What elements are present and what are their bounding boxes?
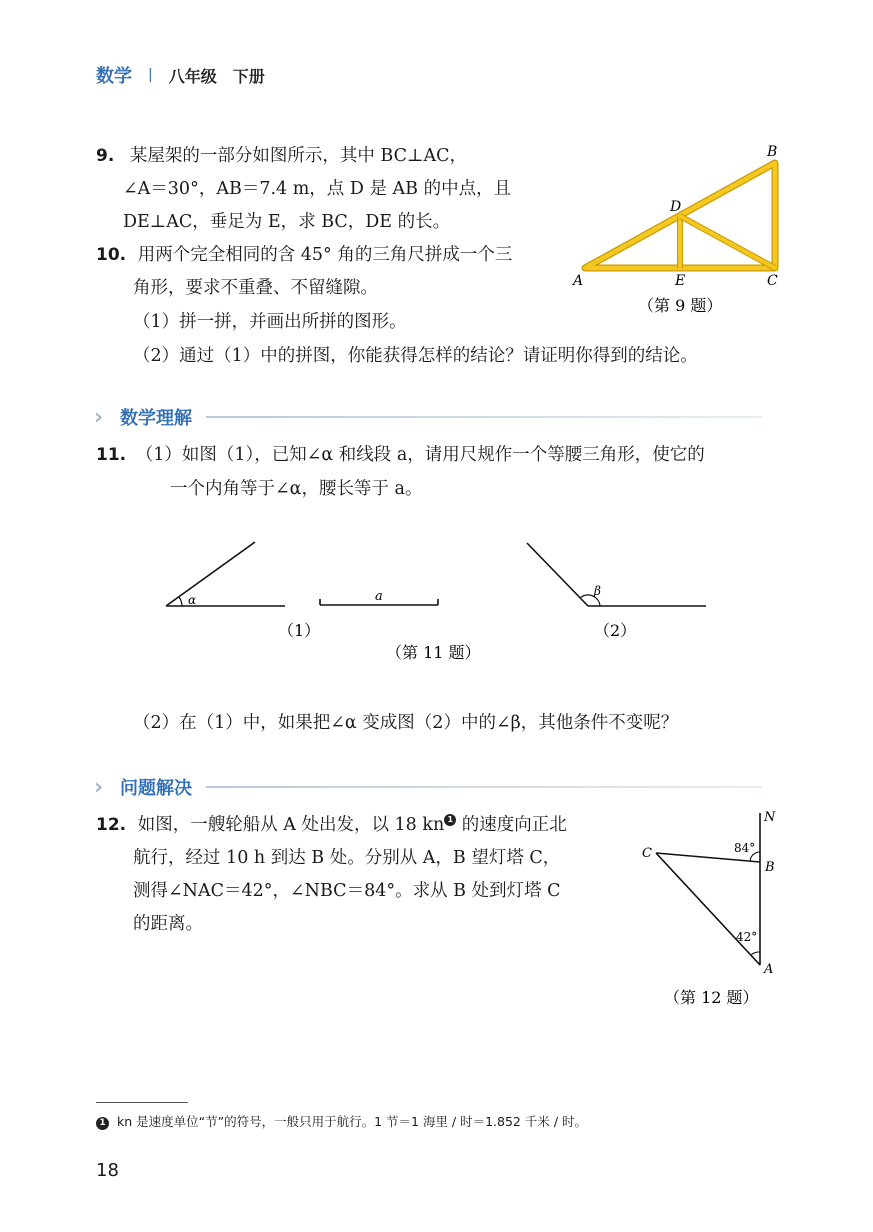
line-CA: [656, 853, 760, 965]
problem-10-line-4: （2）通过（1）中的拼图，你能获得怎样的结论？请证明你得到的结论。: [133, 346, 698, 366]
chevron-right-icon: ›: [94, 404, 104, 430]
label-D: D: [670, 199, 682, 215]
figure-12-lighthouse: [638, 805, 788, 1010]
problem-10-line-1: [96, 238, 512, 272]
footnote-reference-marker: 1: [444, 814, 456, 826]
footnote-rule: [96, 1102, 188, 1103]
section-rule: [206, 416, 762, 418]
problem-12-line-2: 航行，经过 10 h 到达 B 处。分别从 A，B 望灯塔 C，: [133, 848, 561, 868]
figure-11: [150, 530, 730, 675]
problem-12-text-1a: 如图，一艘轮船从 A 处出发，以 18 kn: [137, 815, 445, 835]
problem-11-part-2: （2）在（1）中，如果把∠α 变成图（2）中的∠β，其他条件不变呢？: [133, 713, 679, 733]
angle-alpha-figure: [166, 542, 285, 607]
label-C: C: [767, 273, 778, 289]
beta-label: β: [594, 584, 601, 598]
problem-10-line-2: 角形，要求不重叠、不留缝隙。: [133, 278, 378, 298]
problem-12-line-1: [96, 808, 567, 842]
header-separator: |: [148, 67, 153, 83]
page-number: 18: [96, 1160, 119, 1181]
figure-9-caption: （第 9 题）: [638, 296, 723, 315]
header-subject: 数学: [96, 66, 132, 87]
footnote: [96, 1112, 587, 1132]
label-E: E: [675, 273, 686, 289]
angle-42-label: 42°: [736, 930, 758, 944]
label-A: A: [573, 273, 584, 289]
problem-10-line-3: （1）拼一拼，并画出所拼的图形。: [133, 312, 407, 332]
segment-label: a: [375, 589, 383, 604]
figure-12-caption: （第 12 题）: [664, 988, 759, 1007]
figure-11-label-1: （1）: [278, 621, 321, 640]
running-header: [96, 62, 265, 88]
segment-a-figure: [320, 589, 438, 605]
problem-12-text-1b: 的速度向正北: [456, 815, 567, 835]
section-rule: [206, 786, 762, 788]
figure-9-truss: [570, 136, 790, 326]
section-heading-understanding: [94, 404, 762, 430]
problem-11-text-1: （1）如图（1），已知∠α 和线段 a，请用尺规作一个等腰三角形，使它的: [135, 445, 705, 465]
problem-9-text-1: 某屋架的一部分如图所示，其中 BC⊥AC，: [129, 146, 467, 166]
problem-12-line-3: 测得∠NAC＝42°，∠NBC＝84°。求从 B 处到灯塔 C: [133, 881, 561, 901]
section-title-solving: 问题解决: [120, 778, 192, 799]
problem-9-number: 9.: [96, 146, 115, 166]
figure-11-label-2: （2）: [594, 621, 637, 640]
figure-11-caption: （第 11 题）: [386, 643, 481, 662]
label-B: B: [765, 860, 775, 875]
problem-9-line-2: ∠A＝30°，AB＝7.4 m，点 D 是 AB 的中点，且: [123, 179, 512, 199]
label-N: N: [764, 810, 776, 825]
label-A: A: [764, 962, 774, 977]
header-volume: 下册: [232, 66, 265, 86]
footnote-marker: 1: [96, 1117, 109, 1130]
problem-11-number: 11.: [96, 445, 127, 465]
section-heading-solving: [94, 774, 762, 800]
problem-10-number: 10.: [96, 245, 127, 265]
angle-beta-figure: [527, 543, 706, 606]
truss-beams: [585, 163, 775, 268]
problem-12-line-4: 的距离。: [133, 914, 203, 934]
label-C: C: [642, 846, 652, 861]
problem-11-line-2: 一个内角等于∠α，腰长等于 a。: [170, 479, 423, 499]
header-grade: 八年级: [168, 66, 217, 86]
problem-9-line-3: DE⊥AC，垂足为 E，求 BC，DE 的长。: [123, 212, 451, 232]
label-B: B: [767, 144, 778, 160]
problem-10-text-1: 用两个完全相同的含 45° 角的三角尺拼成一个三: [137, 245, 513, 265]
angle-arc-A: [751, 952, 760, 955]
footnote-text: kn 是速度单位“节”的符号，一般只用于航行。1 节＝1 海里 / 时＝1.852 千米 / 时。: [117, 1114, 588, 1129]
chevron-right-icon: ›: [94, 774, 104, 800]
angle-84-label: 84°: [734, 841, 756, 855]
section-title-understanding: 数学理解: [120, 408, 192, 429]
alpha-label: α: [188, 593, 197, 607]
problem-11-line-1: [96, 438, 705, 472]
problem-12-number: 12.: [96, 815, 127, 835]
problem-9-line-1: [96, 139, 467, 173]
